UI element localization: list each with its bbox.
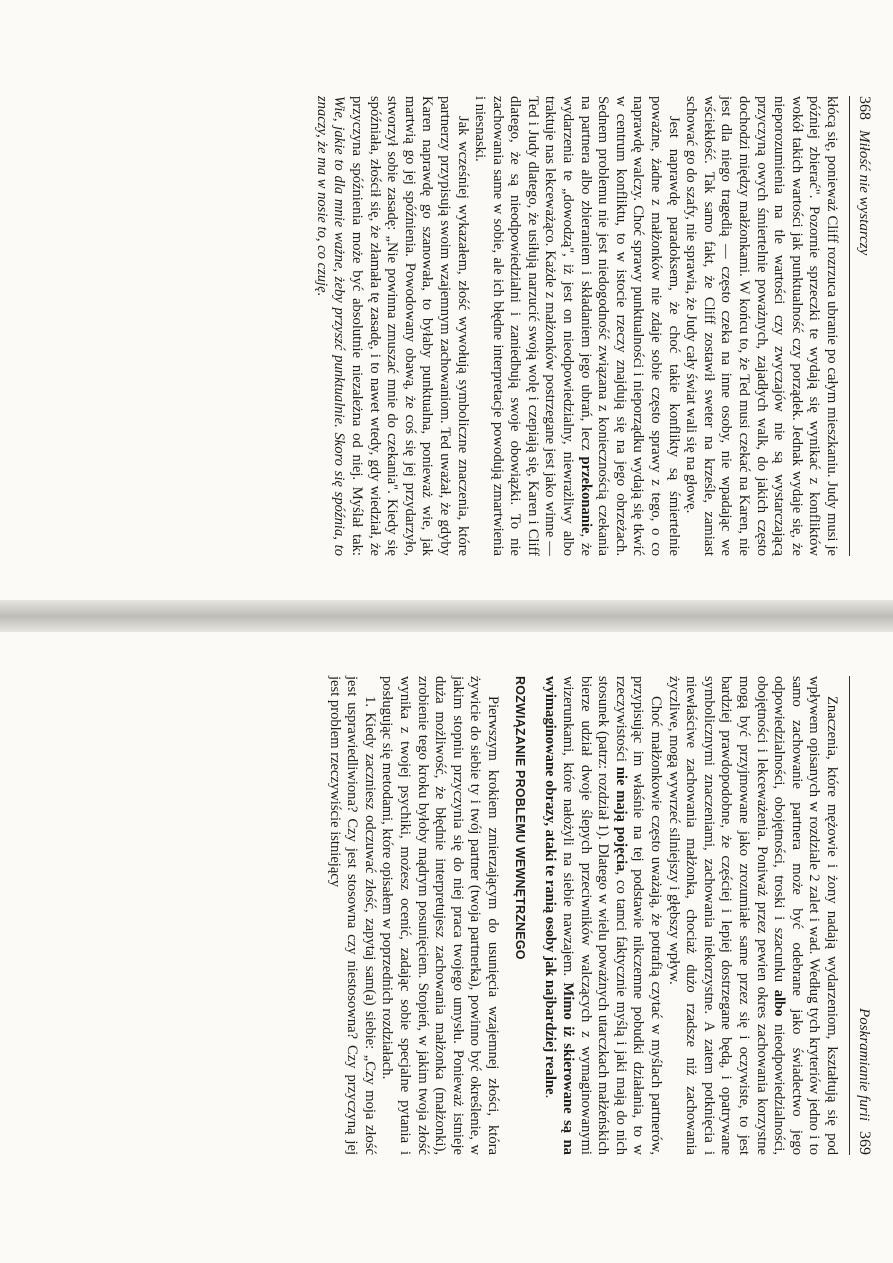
text-run: , co tamci faktycznie myślą i jaki mają do nich stosunek (patrz: rozdział 1). Dlatego w wielu poważnych utarczkach małżeńskich bierze udział dwoje ślepych przeciwników walczących z wymaginowanymi wizerunkami, które nałożyli na siebie nawzajem. <box>560 676 629 1156</box>
emphasis-italic: Wie, jakie to dla mnie ważne, żeby przyszć punktualnie. Skoro się spóźnia, to znaczy, że ma w nosie to, co czuję. <box>313 96 348 556</box>
text-run: Choć małżonkowie często uważają, że potrafią czytać w myślach partnerów, przypisując im właśnie na tej podstawie nikczemne pobudki działania, to w rzeczywistości <box>612 676 665 1155</box>
text-run: Jest naprawdę paradoksem, że choć takie konflikty są śmiertelnie poważne, żadne z małżonków nie zdaje sobie często sprawy z tego, o co naprawdę walczy. Choć sprawy punktualności i nieporządku wydają się tkwić w centrum konfliktu, to w istocie rzeczy znajdują się na jego obrzeżach. Sednem problemu nie jest niedogodność związana z koniecznością czekania na partnera albo zbieraniem i składaniem jego ubrań, lecz <box>577 96 682 556</box>
text-run: Znaczenia, które mężowie i żony nadają wydarzeniom, kształtują się pod wpływem opisanych w rozdziale 2 zalet i wad. Według tych kryteriów jedno i to samo zachowanie partnera może być odebrane jako świadectwo jego odpowiedzialności, obojętności, troski i szacunku <box>771 676 840 1155</box>
right-page <box>0 632 893 1263</box>
emphasis-bold: przekonanie <box>577 456 594 534</box>
text-run: . <box>542 1094 559 1099</box>
book-gutter <box>0 600 893 632</box>
text-run: nieodpowiedzialności, obojętności i lekceważenia. Poniważ przez pewien okres zachowania korzystne mogą być przyjmowane jako zrozumiałe same przez się i oczywiste, to jest bardziej prawdopodobne, że częściej i lepiej dostrzegane będą, i opatrywane symbolicznymi znaczeniami, zachowania niekorzystne. A zatem potknięcia i niewłaściwe zachowania małżonka, chociaż dużo rzadsze niż zachowania życzliwe, mogą wywrzeć silniejszy i głębszy wpływ. <box>665 676 788 1155</box>
text-run: , że wydarzenia te „dowodzą", iż jest on nieodpowiedzialny, niewrażliwy albo traktuje nas lekceważąco. Każde z małżonków postrzegane jest jako winne — Ted i Judy dlatego, że usiłują narzucić swoją wolę i czepiają się, Karen i Cliff dlatego, że są nieodpowiedzialni i zaniedbują swoje obowiązki. To nie zachowania same w sobie, ale ich błędne interpretacje powodują zmartwienia i niesnaski. <box>472 96 594 556</box>
left-page <box>0 0 893 600</box>
paragraph: kłócą się, ponieważ Cliff rozrzuca ubranie po całym mieszkaniu. Judy musi je później zbierać". Pozornie sprzeczki te wydają się wynikać z konfliktów wokół takich wartości jak punktualność czy porządek. Jednak wydaje się, że nieporozumienia na tle wartości czy zwyczajów nie są wystarczającą przyczyną owych śmiertelnie poważnych, zajadłych walk, do jakich często dochodzi między małżonkami. W końcu to, że Ted musi czekać na Karen, nie jest dla niego tragedią — często czeka na inne osoby, nie wpadając we wściekłość. Tak samo fakt, że Cliff zostawił sweter na krześle, zamiast schować go do szafy, nie sprawia, że Judy cały świat wali się na głowę. <box>683 96 840 556</box>
running-head: Poskramianie furii <box>856 1008 872 1121</box>
page-number: 369 <box>856 1131 873 1155</box>
paragraph: Pierwszym krokiem zmierzającym do usunięcia wzajemnej złości, która żywicie do siebie ty i twój partner (twoja partnerka), powinno być określenie, w jakim stopniu przyczynia się do niej praca twojego umysłu. Ponieważ istnieje duża możliwość, że błędnie interpretujesz zachowania małżonka (małżonki), zrobienie tego kroku byłoby mądrym posunięciem. Stopień, w jakim twoja złość wynika z twojej psychiki, możesz ocenić, zadając sobie specjalne pytania i posługując się metodami, które opisałem w poprzednich rozdziałach. <box>379 676 501 1155</box>
emphasis-bold: nie mają pojęcia <box>612 766 629 872</box>
right-page-header <box>849 676 873 1155</box>
left-page-body <box>312 96 840 556</box>
running-head: Miłość nie wystarczy <box>856 130 872 256</box>
text-run: Jak wcześniej wykazałem, złość wywołują symboliczne znaczenia, które partnerzy przypisują swoim wzajemnym zachowaniom. Ted uważał, że gdyby Karen naprawdę go szanowała, to byłaby punktualna, ponieważ wie, jak martwią go jej spóźnienia. Powodowany obawą, że coś się jej przydarzyło, stworzył sobie zasadę: „Nie powinna zmuszać mnie do czekania". Kiedy się spóźniała, złościł się, że złamała tę zasadę, i to nawet wtedy, gdy wiedział, że przyczyna spóźnienia może być absolutnie niezależna od niej. Myślał tak: <box>348 96 471 556</box>
paragraph <box>312 96 470 556</box>
section-heading: ROZWIĄZANIE PROBLEMU WEWNĘTRZNEGO <box>512 676 527 960</box>
page-number: 368 <box>856 96 873 120</box>
emphasis-bold: albo <box>771 989 788 1017</box>
left-page-header <box>849 96 873 556</box>
paragraph <box>471 96 682 556</box>
paragraph: 1. Kiedy zaczniesz odczuwać złość, zapytaj sam(a) siebie: „Czy moja złość jest usprawiedliwiona? Czy jest stosowna czy niestosowna? Czy przyczyną jej jest problem rzeczywiście istniejący <box>326 676 378 1155</box>
right-page-body <box>325 676 840 1155</box>
paragraph <box>664 676 840 1155</box>
emphasis-bold: Mimo iż skierowane są na wyimaginowane obrazy, ataki te ranią osoby jak najbardziej realne <box>542 676 577 1155</box>
paragraph <box>541 676 664 1155</box>
